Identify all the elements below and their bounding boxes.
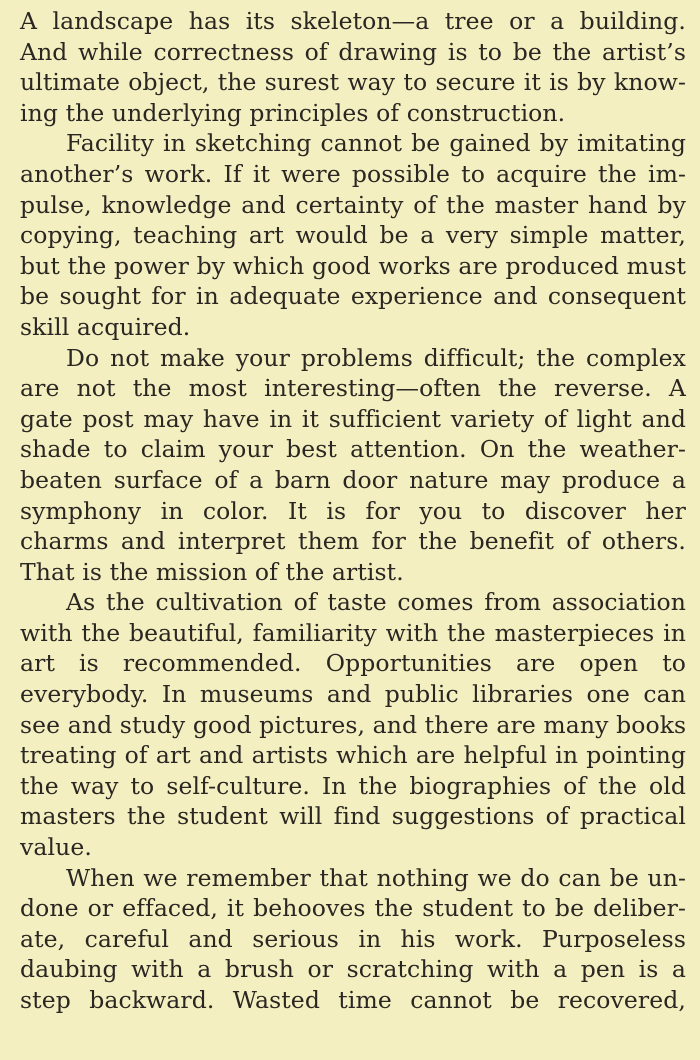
text-line: another’s work. If it were possible to acquire the im- xyxy=(20,159,686,188)
text-line: Facility in sketching cannot be gained by imitating xyxy=(66,129,686,158)
text-line: step backward. Wasted time cannot be recovered, xyxy=(20,986,686,1014)
text-line: That is the mission of the artist. xyxy=(20,557,404,586)
text-line: As the cultivation of taste comes from association xyxy=(66,588,686,617)
text-line: daubing with a brush or scratching with a pen is a xyxy=(20,955,686,984)
paragraph-skeleton xyxy=(20,6,686,128)
text-line: pulse, knowledge and certainty of the master hand by xyxy=(20,190,686,219)
text-line: be sought for in adequate experience and consequent xyxy=(20,282,686,311)
paragraph-problems xyxy=(20,343,686,588)
text-line: charms and interpret them for the benefit of others. xyxy=(20,527,686,556)
text-line: done or effaced, it behooves the student to be deliber- xyxy=(20,894,686,923)
text-line: everybody. In museums and public libraries one can xyxy=(20,680,686,709)
text-line: but the power by which good works are produced must xyxy=(20,251,686,280)
text-line: ultimate object, the surest way to secure it is by know- xyxy=(20,68,686,97)
text-line: ate, careful and serious in his work. Purposeless xyxy=(20,924,686,953)
text-line: see and study good pictures, and there are many books xyxy=(20,710,687,739)
text-line: treating of art and artists which are helpful in pointing xyxy=(20,741,686,770)
paragraph-facility xyxy=(20,128,686,342)
text-line: are not the most interesting—often the reverse. A xyxy=(20,374,686,403)
text-line: A landscape has its skeleton—a tree or a building. xyxy=(20,7,686,35)
paragraph-remember xyxy=(20,863,686,1016)
text-line: the way to self-culture. In the biographies of the old xyxy=(20,771,686,800)
text-line: masters the student will find suggestions of practical xyxy=(20,802,686,831)
text-line: ing the underlying principles of construction. xyxy=(20,98,566,127)
text-line: gate post may have in it sufficient variety of light and xyxy=(20,404,686,433)
text-line: value. xyxy=(20,833,92,862)
text-line: art is recommended. Opportunities are open to xyxy=(20,649,686,678)
text-line: with the beautiful, familiarity with the masterpieces in xyxy=(20,618,686,647)
text-line: And while correctness of drawing is to be the artist’s xyxy=(20,37,686,66)
text-line: copying, teaching art would be a very simple matter, xyxy=(20,221,686,250)
text-line: shade to claim your best attention. On the weather- xyxy=(20,435,686,464)
text-line: When we remember that nothing we do can be un- xyxy=(66,863,686,892)
paragraph-taste xyxy=(20,587,686,862)
text-line: beaten surface of a barn door nature may produce a xyxy=(20,465,686,494)
text-line: Do not make your problems difficult; the complex xyxy=(66,343,686,372)
text-line: skill acquired. xyxy=(20,312,191,341)
text-line: symphony in color. It is for you to discover her xyxy=(20,496,686,525)
